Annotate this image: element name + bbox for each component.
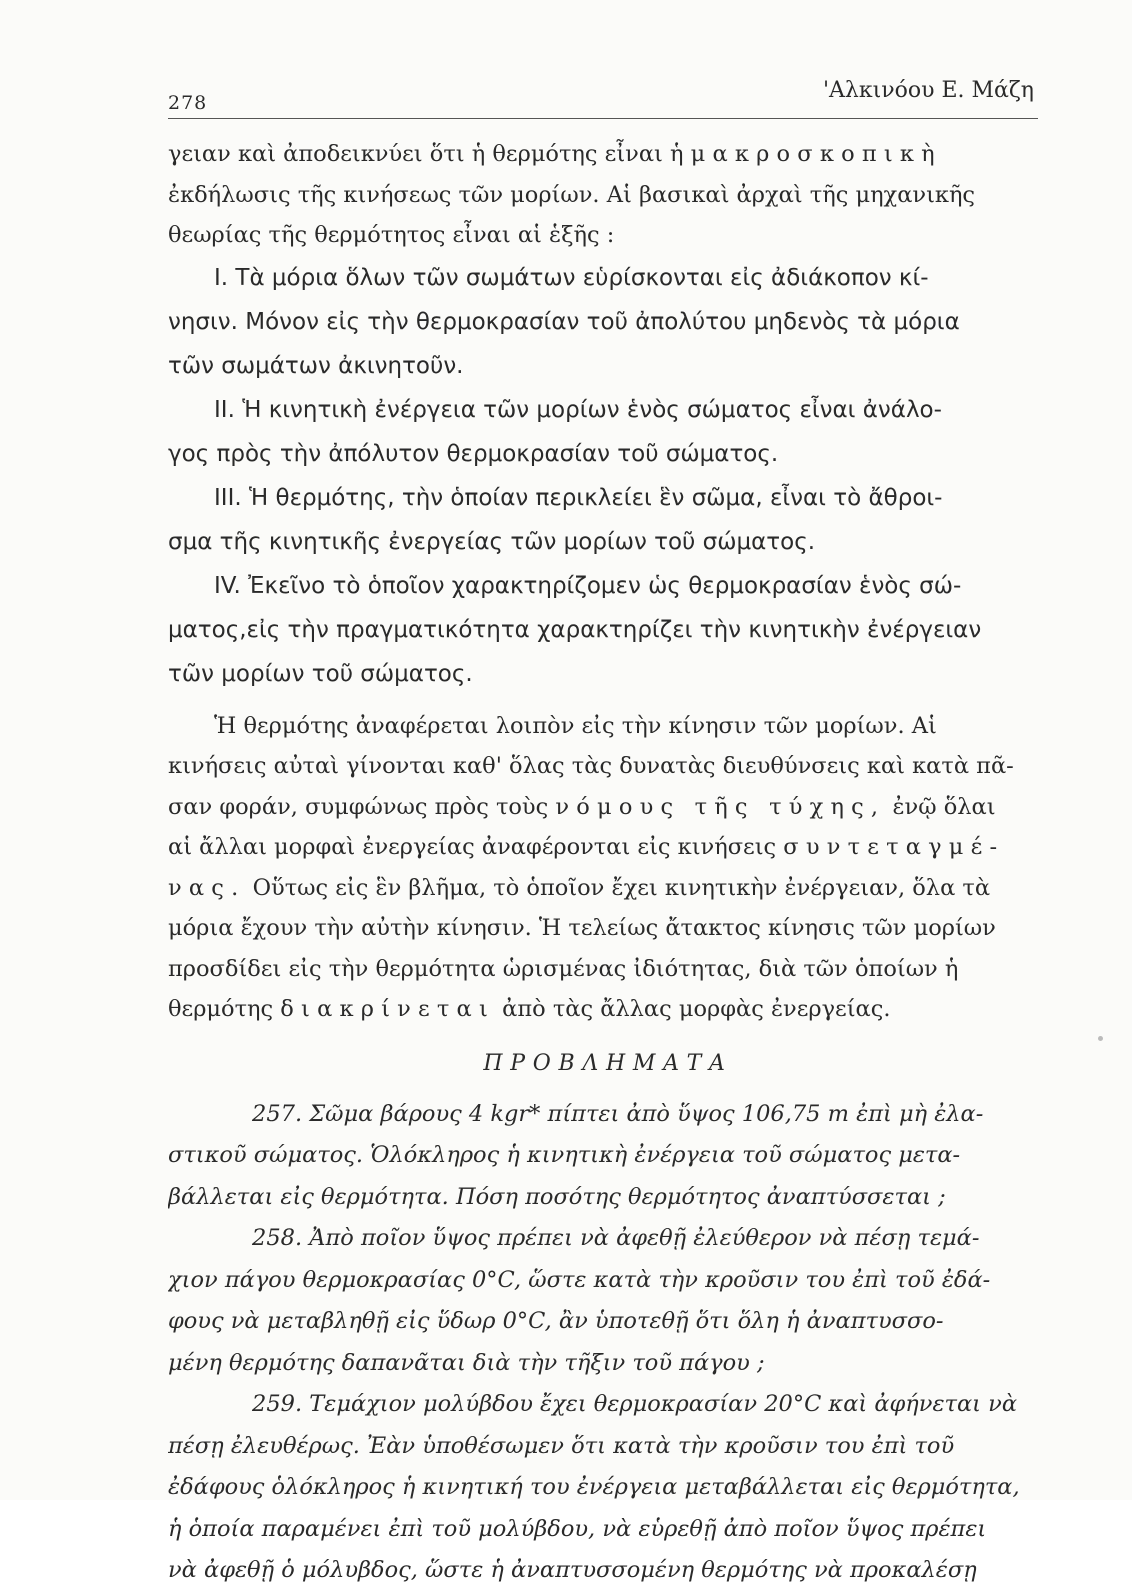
text-span: ἐνῷ ὅλαι bbox=[892, 793, 996, 820]
text-span: Οὕτως εἰς ἓν βλῆμα, τὸ ὁποῖον ἔχει κινητικὴν ἐνέργειαν, ὅλα τὰ bbox=[252, 874, 991, 901]
running-head: 'Αλκινόου Ε. Μάζη bbox=[822, 78, 1034, 103]
page-header bbox=[168, 78, 1038, 119]
page-body bbox=[168, 134, 1048, 1592]
principle-1-line: τῶν σωμάτων ἀκινητοῦν. bbox=[168, 352, 464, 379]
spaced-emphasis: νας. bbox=[168, 874, 246, 901]
problem-number: 257. bbox=[252, 1100, 303, 1127]
paragraph-line bbox=[168, 989, 1048, 1030]
text-line: θεωρίας τῆς θερμότητος εἶναι αἱ ἑξῆς : bbox=[168, 222, 615, 248]
spaced-emphasis: συντεταγμέ- bbox=[783, 834, 1005, 860]
paragraph-line bbox=[168, 827, 1048, 868]
text-span: Σῶμα βάρους 4 kgr* πίπτει ἀπὸ ὕψος 106,75 m ἐπὶ μὴ ἐλα- bbox=[309, 1100, 984, 1127]
problem-259-line: νὰ ἀφεθῇ ὁ μόλυβδος, ὥστε ἡ ἀναπτυσσομένη θερμότης νὰ προκαλέσῃ bbox=[168, 1557, 977, 1583]
paragraph-line bbox=[168, 787, 1048, 828]
paragraph-line: Ἡ θερμότης ἀναφέρεται λοιπὸν εἰς τὴν κίνησιν τῶν μορίων. Αἱ bbox=[214, 712, 937, 739]
text-span: ἀπὸ τὰς ἄλλας μορφὰς ἐνεργείας. bbox=[502, 996, 891, 1022]
principle-3-line: σμα τῆς κινητικῆς ἐνεργείας τῶν μορίων τοῦ σώματος. bbox=[168, 528, 816, 555]
problem-259-line: πέσῃ ἐλευθέρως. Ἐὰν ὑποθέσωμεν ὅτι κατὰ τὴν κροῦσιν του ἐπὶ τοῦ bbox=[168, 1432, 955, 1459]
spaced-emphasis: νόμους τῆς τύχης, bbox=[555, 793, 886, 820]
spaced-emphasis: μακροσκοπικὴ bbox=[690, 141, 942, 167]
page-number: 278 bbox=[168, 92, 208, 114]
problem-259-line bbox=[168, 1384, 1048, 1426]
principle-1-line: νησιν. Μόνον εἰς τὴν θερμοκρασίαν τοῦ ἀπολύτου μηδενὸς τὰ μόρια bbox=[168, 308, 960, 335]
paragraph-line: μόρια ἔχουν τὴν αὐτὴν κίνησιν. Ἡ τελείως ἄτακτος κίνησις τῶν μορίων bbox=[168, 915, 996, 941]
principle-2-line: II. Ἡ κινητικὴ ἐνέργεια τῶν μορίων ἑνὸς σώματος εἶναι ἀνάλο- bbox=[214, 396, 942, 423]
problem-258-line: φους νὰ μεταβληθῇ εἰς ὕδωρ 0°C, ἂν ὑποτεθῇ ὅτι ὅλη ἡ ἀναπτυσσο- bbox=[168, 1308, 944, 1334]
spacer bbox=[168, 696, 1048, 706]
principle-1-line: I. Τὰ μόρια ὅλων τῶν σωμάτων εὑρίσκονται εἰς ἀδιάκοπον κί- bbox=[214, 264, 929, 291]
problem-number: 259. bbox=[252, 1391, 303, 1417]
principle-2-line: γος πρὸς τὴν ἀπόλυτον θερμοκρασίαν τοῦ σώματος. bbox=[168, 440, 779, 467]
problem-257-line: στικοῦ σώματος. Ὁλόκληρος ἡ κινητικὴ ἐνέργεια τοῦ σώματος μετα- bbox=[168, 1142, 961, 1168]
paragraph-line: προσδίδει εἰς τὴν θερμότητα ὡρισμένας ἰδιότητας, διὰ τῶν ὁποίων ἡ bbox=[168, 955, 959, 982]
problem-258-line bbox=[168, 1218, 1048, 1260]
principle-4-line: IV. Ἐκεῖνο τὸ ὁποῖον χαρακτηρίζομεν ὡς θερμοκρασίαν ἑνὸς σώ- bbox=[214, 572, 962, 599]
scan-speck bbox=[1098, 1036, 1103, 1041]
text-span: σαν φοράν, συμφώνως πρὸς τοὺς bbox=[168, 793, 549, 820]
paragraph-line bbox=[168, 868, 1048, 909]
text-span: αἱ ἄλλαι μορφαὶ ἐνεργείας ἀναφέρονται εἰς κινήσεις bbox=[168, 834, 777, 860]
problem-259-line: ἐδάφους ὁλόκληρος ἡ κινητική του ἐνέργεια μεταβάλλεται εἰς θερμότητα, bbox=[168, 1474, 1020, 1500]
principle-3-line: III. Ἡ θερμότης, τὴν ὁποίαν περικλείει ἓν σῶμα, εἶναι τὸ ἄθροι- bbox=[214, 484, 943, 511]
text-line: ἐκδήλωσις τῆς κινήσεως τῶν μορίων. Αἱ βασικαὶ ἀρχαὶ τῆς μηχανικῆς bbox=[168, 181, 976, 208]
text-span: Ἀπὸ ποῖον ὕψος πρέπει νὰ ἀφεθῇ ἐλεύθερον νὰ πέσῃ τεμά- bbox=[309, 1225, 980, 1251]
text-span: θερμότης bbox=[168, 996, 274, 1022]
text-line bbox=[168, 134, 1048, 175]
problem-257-line: βάλλεται εἰς θερμότητα. Πόση ποσότης θερμότητος ἀναπτύσσεται ; bbox=[168, 1183, 946, 1210]
spaced-emphasis: διακρίνεται bbox=[280, 996, 495, 1022]
problem-259-line: ἡ ὁποία παραμένει ἐπὶ τοῦ μολύβδου, νὰ εὑρεθῇ ἀπὸ ποῖον ὕψος πρέπει bbox=[168, 1515, 987, 1542]
principle-4-line: τῶν μορίων τοῦ σώματος. bbox=[168, 660, 473, 687]
problems-title: ΠΡΟΒΛΗΜΑΤΑ bbox=[483, 1050, 733, 1076]
text-span: Τεμάχιον μολύβδου ἔχει θερμοκρασίαν 20°C καὶ ἀφήνεται νὰ bbox=[309, 1391, 1018, 1417]
problem-258-line: χιον πάγου θερμοκρασίας 0°C, ὥστε κατὰ τὴν κροῦσιν του ἐπὶ τοῦ ἐδά- bbox=[168, 1266, 991, 1293]
paragraph-line: κινήσεις αὐταὶ γίνονται καθ' ὅλας τὰς δυνατὰς διευθύνσεις καὶ κατὰ πᾶ- bbox=[168, 753, 1014, 779]
problem-number: 258. bbox=[252, 1225, 303, 1251]
principle-4-line: ματος,εἰς τὴν πραγματικότητα χαρακτηρίζει τὴν κινητικὴν ἐνέργειαν bbox=[168, 616, 982, 643]
problem-258-line: μένη θερμότης δαπανᾶται διὰ τὴν τῆξιν τοῦ πάγου ; bbox=[168, 1349, 765, 1376]
problem-257-line bbox=[168, 1094, 1048, 1136]
text-span: γειαν καὶ ἀποδεικνύει ὅτι ἡ θερμότης εἶναι ἡ bbox=[168, 141, 684, 167]
